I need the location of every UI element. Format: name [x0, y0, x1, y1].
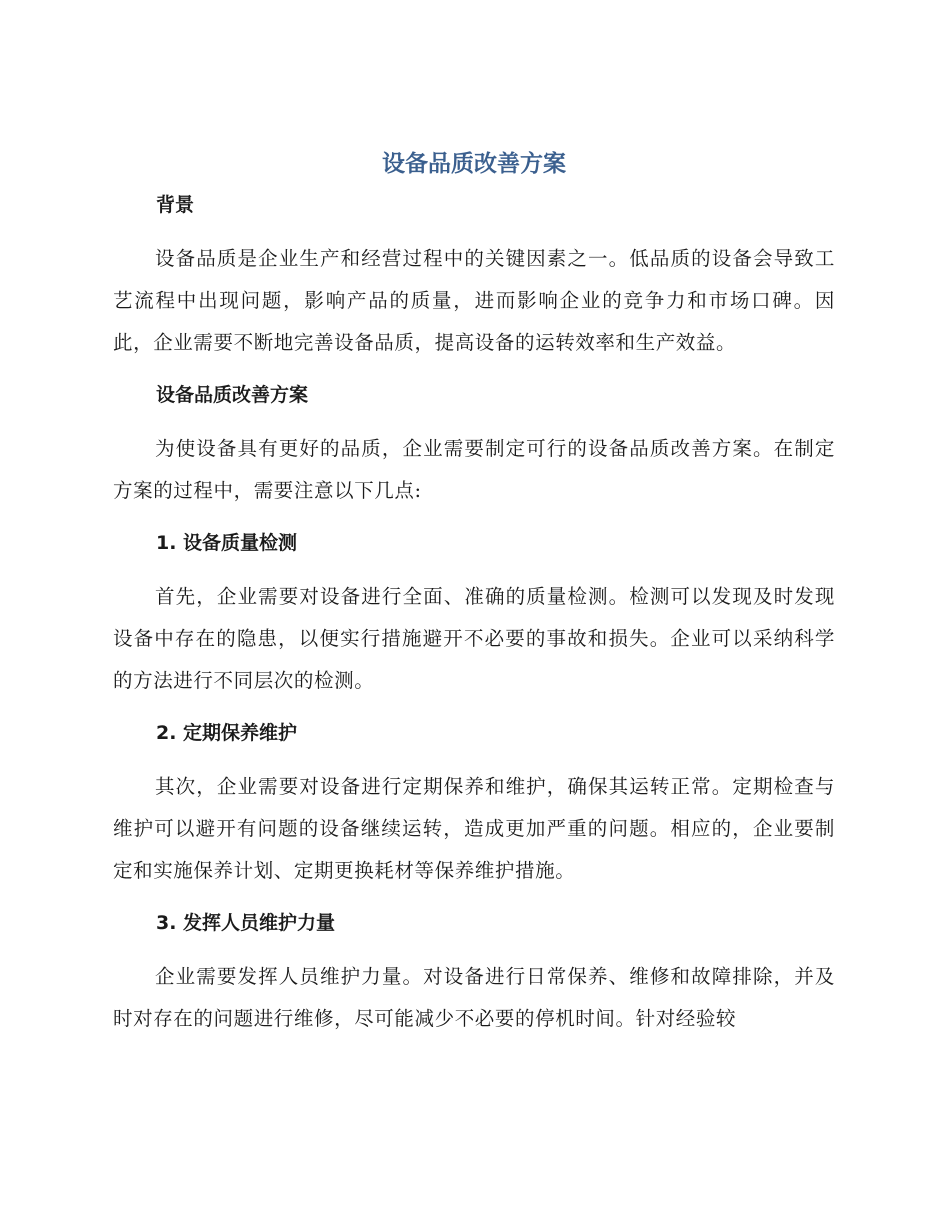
section-heading: 2. 定期保养维护	[156, 722, 298, 744]
section-heading: 1. 设备质量检测	[156, 532, 298, 554]
section-paragraph: 首先，企业需要对设备进行全面、准确的质量检测。检测可以发现及时发现设备中存在的隐患，以便实行措施避开不必要的事故和损失。企业可以采纳科学的方法进行不同层次的检测。	[113, 585, 835, 692]
section-regular-maintenance	[113, 718, 835, 908]
section-quality-inspection	[113, 528, 835, 718]
document-title: 设备品质改善方案	[382, 151, 566, 177]
section-heading: 背景	[156, 194, 195, 216]
section-paragraph: 设备品质是企业生产和经营过程中的关键因素之一。低品质的设备会导致工艺流程中出现问题，影响产品的质量，进而影响企业的竞争力和市场口碑。因此，企业需要不断地完善设备品质，提高设备的运转效率和生产效益。	[113, 247, 835, 354]
section-background	[113, 190, 835, 380]
section-paragraph: 企业需要发挥人员维护力量。对设备进行日常保养、维修和故障排除，并及时对存在的问题进行维修，尽可能减少不必要的停机时间。针对经验较	[113, 965, 835, 1030]
section-paragraph: 其次，企业需要对设备进行定期保养和维护，确保其运转正常。定期检查与维护可以避开有问题的设备继续运转，造成更加严重的问题。相应的，企业要制定和实施保养计划、定期更换耗材等保养维护措施。	[113, 775, 835, 882]
document-body	[113, 146, 835, 1040]
section-heading: 3. 发挥人员维护力量	[156, 912, 336, 934]
section-heading: 设备品质改善方案	[156, 384, 309, 406]
section-paragraph: 为使设备具有更好的品质，企业需要制定可行的设备品质改善方案。在制定方案的过程中，需要注意以下几点:	[113, 437, 835, 502]
section-improvement-plan	[113, 380, 835, 528]
section-staff-maintenance	[113, 908, 835, 1040]
